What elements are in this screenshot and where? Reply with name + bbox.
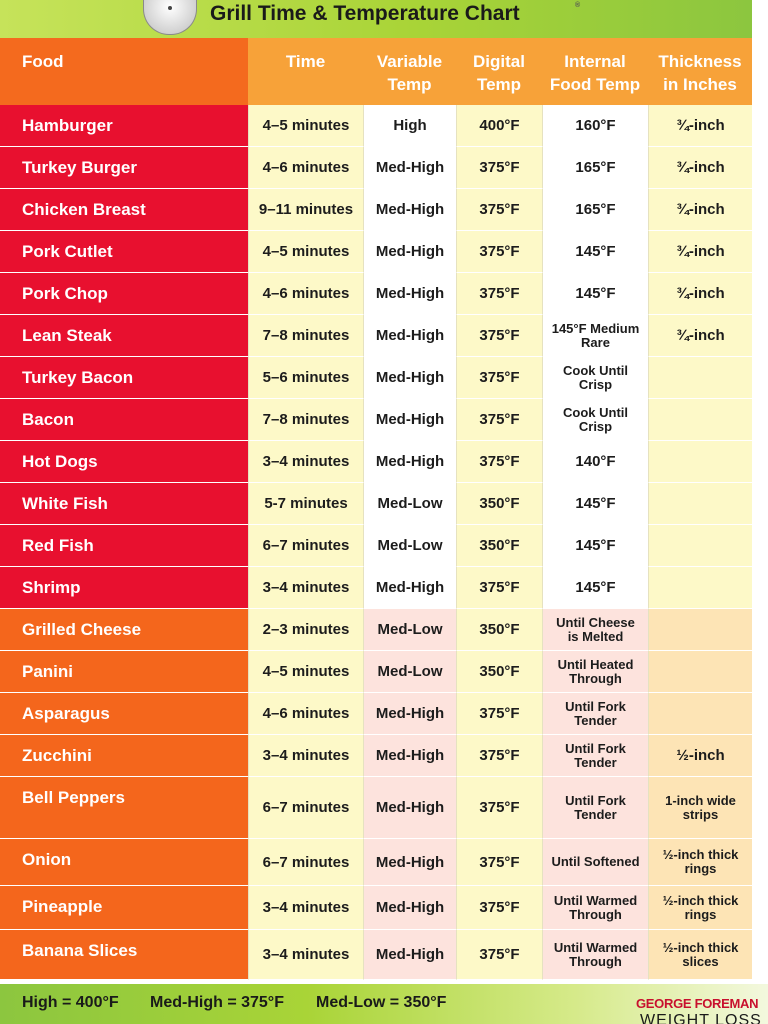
cell-food: Turkey Burger bbox=[0, 147, 248, 189]
cell-digital: 350°F bbox=[456, 483, 542, 525]
cell-time: 3–4 minutes bbox=[248, 441, 363, 483]
title-bar bbox=[0, 0, 752, 38]
cell-time: 4–5 minutes bbox=[248, 651, 363, 693]
cell-digital: 350°F bbox=[456, 525, 542, 567]
cell-internal: 165°F bbox=[542, 147, 648, 189]
cell-digital: 375°F bbox=[456, 189, 542, 231]
cell-variable: Med-High bbox=[363, 357, 456, 399]
legend-high: High = 400°F bbox=[22, 994, 119, 1011]
cell-thickness: ¾-inch bbox=[648, 189, 752, 231]
digital-temp-header: Digital Temp bbox=[456, 38, 542, 105]
cell-variable: Med-Low bbox=[363, 651, 456, 693]
cell-time: 3–4 minutes bbox=[248, 735, 363, 777]
cell-digital: 375°F bbox=[456, 930, 542, 980]
cell-time: 4–5 minutes bbox=[248, 105, 363, 147]
cell-digital: 375°F bbox=[456, 315, 542, 357]
cell-food: Bacon bbox=[0, 399, 248, 441]
cell-internal: 145°F bbox=[542, 567, 648, 609]
cell-time: 7–8 minutes bbox=[248, 315, 363, 357]
cell-time: 6–7 minutes bbox=[248, 525, 363, 567]
cell-time: 4–5 minutes bbox=[248, 231, 363, 273]
cell-food: Bell Peppers bbox=[0, 777, 248, 839]
time-header: Time bbox=[248, 38, 363, 105]
food-header: Food bbox=[0, 38, 248, 105]
cell-food: Panini bbox=[0, 651, 248, 693]
brand-name: GEORGE FOREMAN bbox=[636, 996, 759, 1011]
cell-food: Shrimp bbox=[0, 567, 248, 609]
cell-thickness: 1-inch wide strips bbox=[648, 777, 752, 839]
cell-food: Lean Steak bbox=[0, 315, 248, 357]
cell-variable: Med-High bbox=[363, 231, 456, 273]
cell-time: 3–4 minutes bbox=[248, 886, 363, 930]
cell-food: Banana Slices bbox=[0, 930, 248, 980]
legend-med-low: Med-Low = 350°F bbox=[316, 994, 447, 1011]
variable-temp-header: Variable Temp bbox=[363, 38, 456, 105]
cell-internal: Until Fork Tender bbox=[542, 693, 648, 735]
cell-variable: Med-High bbox=[363, 693, 456, 735]
cell-time: 5–6 minutes bbox=[248, 357, 363, 399]
cell-variable: Med-Low bbox=[363, 525, 456, 567]
cell-variable: Med-High bbox=[363, 930, 456, 980]
cell-food: Turkey Bacon bbox=[0, 357, 248, 399]
cell-digital: 375°F bbox=[456, 441, 542, 483]
cell-food: White Fish bbox=[0, 483, 248, 525]
cell-internal: Until Warmed Through bbox=[542, 930, 648, 980]
cell-digital: 375°F bbox=[456, 357, 542, 399]
cell-thickness bbox=[648, 567, 752, 609]
cell-food: Pork Cutlet bbox=[0, 231, 248, 273]
cell-internal: 145°F bbox=[542, 525, 648, 567]
internal-temp-header: Internal Food Temp bbox=[542, 38, 648, 105]
cell-digital: 375°F bbox=[456, 273, 542, 315]
cell-variable: Med-High bbox=[363, 315, 456, 357]
cell-internal: Cook Until Crisp bbox=[542, 399, 648, 441]
cell-digital: 375°F bbox=[456, 231, 542, 273]
cell-thickness bbox=[648, 525, 752, 567]
cell-thickness bbox=[648, 399, 752, 441]
cell-variable: Med-Low bbox=[363, 483, 456, 525]
cell-variable: High bbox=[363, 105, 456, 147]
cell-digital: 375°F bbox=[456, 735, 542, 777]
cell-food: Hamburger bbox=[0, 105, 248, 147]
cell-digital: 375°F bbox=[456, 693, 542, 735]
legend-med-high: Med-High = 375°F bbox=[150, 994, 284, 1011]
cell-internal: Until Cheese is Melted bbox=[542, 609, 648, 651]
cell-thickness: ¾-inch bbox=[648, 231, 752, 273]
cell-thickness bbox=[648, 357, 752, 399]
cell-thickness bbox=[648, 483, 752, 525]
cell-internal: Until Fork Tender bbox=[542, 777, 648, 839]
cell-variable: Med-High bbox=[363, 735, 456, 777]
cell-thickness: ½-inch thick rings bbox=[648, 839, 752, 886]
kitchen-timer-icon bbox=[143, 0, 197, 35]
cell-internal: Until Softened bbox=[542, 839, 648, 886]
cell-variable: Med-High bbox=[363, 839, 456, 886]
cell-variable: Med-High bbox=[363, 567, 456, 609]
cell-digital: 350°F bbox=[456, 609, 542, 651]
cell-thickness bbox=[648, 441, 752, 483]
cell-food: Grilled Cheese bbox=[0, 609, 248, 651]
cell-internal: 145°F bbox=[542, 231, 648, 273]
cell-digital: 400°F bbox=[456, 105, 542, 147]
cell-digital: 375°F bbox=[456, 147, 542, 189]
cell-internal: Until Warmed Through bbox=[542, 886, 648, 930]
cell-food: Hot Dogs bbox=[0, 441, 248, 483]
cell-variable: Med-High bbox=[363, 399, 456, 441]
footer-bar bbox=[0, 984, 768, 1024]
cell-digital: 375°F bbox=[456, 399, 542, 441]
cell-time: 4–6 minutes bbox=[248, 693, 363, 735]
cell-internal: Cook Until Crisp bbox=[542, 357, 648, 399]
cell-internal: 145°F Medium Rare bbox=[542, 315, 648, 357]
cell-food: Red Fish bbox=[0, 525, 248, 567]
cell-variable: Med-Low bbox=[363, 609, 456, 651]
cell-internal: 140°F bbox=[542, 441, 648, 483]
cell-digital: 375°F bbox=[456, 839, 542, 886]
cell-thickness: ¾-inch bbox=[648, 273, 752, 315]
cell-thickness: ¾-inch bbox=[648, 315, 752, 357]
cell-thickness: ½-inch bbox=[648, 735, 752, 777]
cell-time: 4–6 minutes bbox=[248, 273, 363, 315]
cell-thickness: ¾-inch bbox=[648, 147, 752, 189]
cell-internal: 145°F bbox=[542, 483, 648, 525]
cell-time: 5-7 minutes bbox=[248, 483, 363, 525]
cell-time: 3–4 minutes bbox=[248, 567, 363, 609]
cell-thickness bbox=[648, 693, 752, 735]
cell-food: Onion bbox=[0, 839, 248, 886]
cell-food: Pork Chop bbox=[0, 273, 248, 315]
cell-variable: Med-High bbox=[363, 189, 456, 231]
chart-title: Grill Time & Temperature Chart bbox=[210, 2, 520, 25]
brand-subtitle: WEIGHT LOSS bbox=[640, 1012, 762, 1024]
cell-variable: Med-High bbox=[363, 147, 456, 189]
cell-thickness: ¾-inch bbox=[648, 105, 752, 147]
cell-food: Pineapple bbox=[0, 886, 248, 930]
cell-time: 6–7 minutes bbox=[248, 777, 363, 839]
cell-food: Asparagus bbox=[0, 693, 248, 735]
registered-mark: ® bbox=[575, 2, 581, 9]
cell-internal: 160°F bbox=[542, 105, 648, 147]
grill-table bbox=[0, 38, 752, 984]
cell-variable: Med-High bbox=[363, 886, 456, 930]
cell-time: 3–4 minutes bbox=[248, 930, 363, 980]
cell-time: 2–3 minutes bbox=[248, 609, 363, 651]
cell-digital: 375°F bbox=[456, 886, 542, 930]
cell-time: 6–7 minutes bbox=[248, 839, 363, 886]
cell-food: Zucchini bbox=[0, 735, 248, 777]
cell-food: Chicken Breast bbox=[0, 189, 248, 231]
cell-variable: Med-High bbox=[363, 273, 456, 315]
cell-internal: 165°F bbox=[542, 189, 648, 231]
cell-internal: Until Fork Tender bbox=[542, 735, 648, 777]
cell-thickness bbox=[648, 609, 752, 651]
cell-thickness bbox=[648, 651, 752, 693]
cell-thickness: ½-inch thick rings bbox=[648, 886, 752, 930]
cell-internal: 145°F bbox=[542, 273, 648, 315]
cell-digital: 375°F bbox=[456, 777, 542, 839]
cell-time: 4–6 minutes bbox=[248, 147, 363, 189]
cell-time: 7–8 minutes bbox=[248, 399, 363, 441]
cell-time: 9–11 minutes bbox=[248, 189, 363, 231]
cell-internal: Until Heated Through bbox=[542, 651, 648, 693]
cell-thickness: ½-inch thick slices bbox=[648, 930, 752, 980]
cell-variable: Med-High bbox=[363, 441, 456, 483]
thickness-header: Thickness in Inches bbox=[648, 38, 752, 105]
cell-variable: Med-High bbox=[363, 777, 456, 839]
cell-digital: 375°F bbox=[456, 567, 542, 609]
cell-digital: 350°F bbox=[456, 651, 542, 693]
